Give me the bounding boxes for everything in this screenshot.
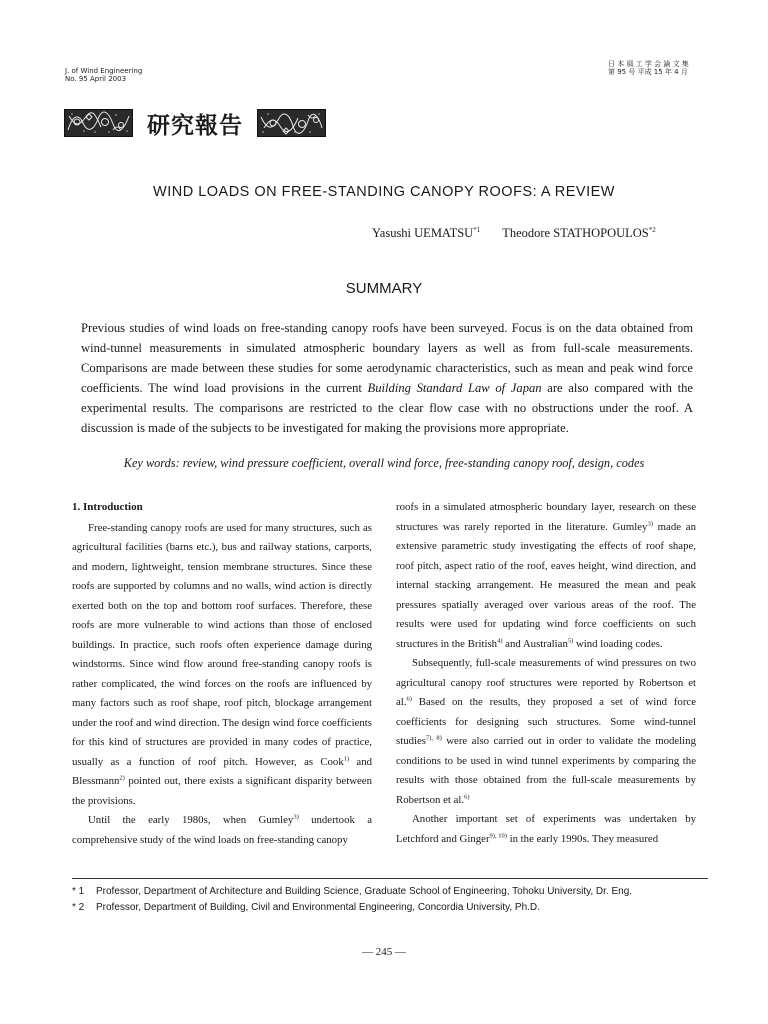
citation: 3) <box>293 813 299 821</box>
citation: 6) <box>406 695 412 703</box>
paragraph <box>396 810 696 849</box>
paper-title: WIND LOADS ON FREE-STANDING CANOPY ROOFS: A REVIEW <box>153 184 615 200</box>
footnote-mark: * 1 <box>72 886 85 897</box>
body-column-right <box>396 498 696 849</box>
paragraph <box>396 654 696 810</box>
japanese-journal-issue: 第 95 号 平成 15 年 4 月 <box>608 68 688 76</box>
citation: 3) <box>647 519 653 527</box>
paragraph-text: wind loading codes. <box>573 637 663 650</box>
ornament-right-icon <box>257 109 326 137</box>
citation: 2) <box>119 774 125 782</box>
summary-part: are also compared with the experimental results. The comparisons are restricted to the clear flow case with no obstructions under the roof. A discussion is made of the subjects to be investigated for making the provisions more appropriate. <box>81 381 694 435</box>
paragraph-text: Until the early 1980s, when Gumley <box>88 814 294 826</box>
citation: 1) <box>343 754 350 762</box>
author-list <box>372 226 656 241</box>
author-name: Yasushi UEMATSU <box>372 226 474 241</box>
author <box>372 226 480 241</box>
keywords: Key words: review, wind pressure coefficient, overall wind force, free-standing canopy roof, design, codes <box>123 456 645 470</box>
paragraph-text: undertook a comprehensive study of the wind loads on free-standing canopy <box>72 814 372 846</box>
paragraph-text: and Australian <box>502 637 568 650</box>
footnote <box>72 884 632 900</box>
citation: 5) <box>567 636 574 644</box>
citation: 4) <box>497 636 503 644</box>
paragraph-text: were also carried out in order to validate the modeling conditions to be used in wind tunnel experiments by comparing the results with those obtained from the full-scale measurements by Robertson et al. <box>396 735 696 806</box>
ornament-left-icon <box>64 109 133 137</box>
paragraph <box>396 498 696 654</box>
paragraph-text: pointed out, there exists a significant disparity between the provisions. <box>72 775 372 807</box>
paragraph <box>72 519 372 812</box>
author-name: Theodore STATHOPOULOS <box>502 226 649 241</box>
paragraph-text: Based on the results, they proposed a set of wind force coefficients for designing such structures. Some wind-tunnel studies <box>396 696 696 747</box>
category-banner <box>64 108 326 138</box>
section-heading: 1. Introduction <box>72 501 143 513</box>
journal-reference <box>65 67 142 83</box>
paragraph-text: Free-standing canopy roofs are used for many structures, such as agricultural facilities (barns etc.), bus and railway stations, carports, and modern, lightweight, tension membrane structures. Since these roofs are supported by columns and no walls, wind action is directly exerted both on the top and bottom roof surfaces. Therefore, these roofs are more vulnerable to wind actions than those of enclosed buildings. In practice, such roofs often experience damage during windstorms. Since wind flow around free-standing canopy roofs is rather complicated, the wind forces on the roofs are influenced by many factors such as roof shape, roof pitch, blockage arrangement under the roof and wind direction. The design wind force coefficients for this kind of structures are provided in many codes of practice, usually as a function of roof pitch. However, as Cook <box>72 521 372 768</box>
paragraph-text: Subsequently, full-scale measurements of wind pressures on two agricultural canopy roof structures were reported by Robertson et al. <box>396 657 696 708</box>
affiliation-mark: *1 <box>473 226 481 234</box>
citation: 6) <box>464 792 470 800</box>
affiliation-mark: *2 <box>648 226 656 234</box>
japanese-journal-reference <box>608 60 689 76</box>
summary-text <box>81 318 693 438</box>
footnote <box>72 900 632 916</box>
journal-issue: No. 95 April 2003 <box>65 75 127 83</box>
law-title: Building Standard Law of Japan <box>367 381 542 395</box>
paragraph-text: Another important set of experiments was undertaken by Letchford and Ginger <box>396 813 696 845</box>
journal-name: J. of Wind Engineering <box>65 67 143 75</box>
paragraph <box>72 811 372 850</box>
summary-part: Previous studies of wind loads on free-standing canopy roofs have been surveyed. Focus is on the data obtained from wind-tunnel measurements in simulated atmospheric boundary layers as well as from full-scale measurements. Comparisons are made between these studies for some aerodynamic characteristics, such as mean and peak wind force coefficients. The wind load provisions in the current <box>81 321 693 395</box>
paragraph-text: made an extensive parametric study investigating the effects of roof shape, roof pitch, aspect ratio of the roof, eaves height, wind direction, and internal stacking arrangement. He measured the mean and peak pressures spatially averaged over various areas of the roof. The results were used for updating wind force coefficients on such structures in the British <box>396 520 696 650</box>
body-column-left <box>72 498 372 850</box>
paragraph-text: roofs in a simulated atmospheric boundary layer, research on these structures was rarely reported in the literature. Gumley <box>396 501 696 533</box>
japanese-journal-name: 日 本 風 工 学 会 論 文 集 <box>608 60 689 68</box>
page-number: — 245 — <box>362 946 406 958</box>
citation: 9), 10) <box>489 831 507 839</box>
report-category-title: 研究報告 <box>147 112 243 139</box>
summary-heading: SUMMARY <box>345 280 423 297</box>
paragraph-text: in the early 1990s. They measured <box>506 832 659 845</box>
author <box>502 226 656 241</box>
footnote-text: Professor, Department of Architecture and Building Science, Graduate School of Engineering, Tohoku University, Dr. Eng. <box>96 886 633 897</box>
footnote-text: Professor, Department of Building, Civil and Environmental Engineering, Concordia University, Ph.D. <box>96 902 540 913</box>
footnotes <box>72 884 632 916</box>
citation: 7), 8) <box>426 734 442 742</box>
paragraph-text: and Blessmann <box>72 755 372 787</box>
footnote-divider <box>72 878 708 879</box>
footnote-mark: * 2 <box>72 902 85 913</box>
